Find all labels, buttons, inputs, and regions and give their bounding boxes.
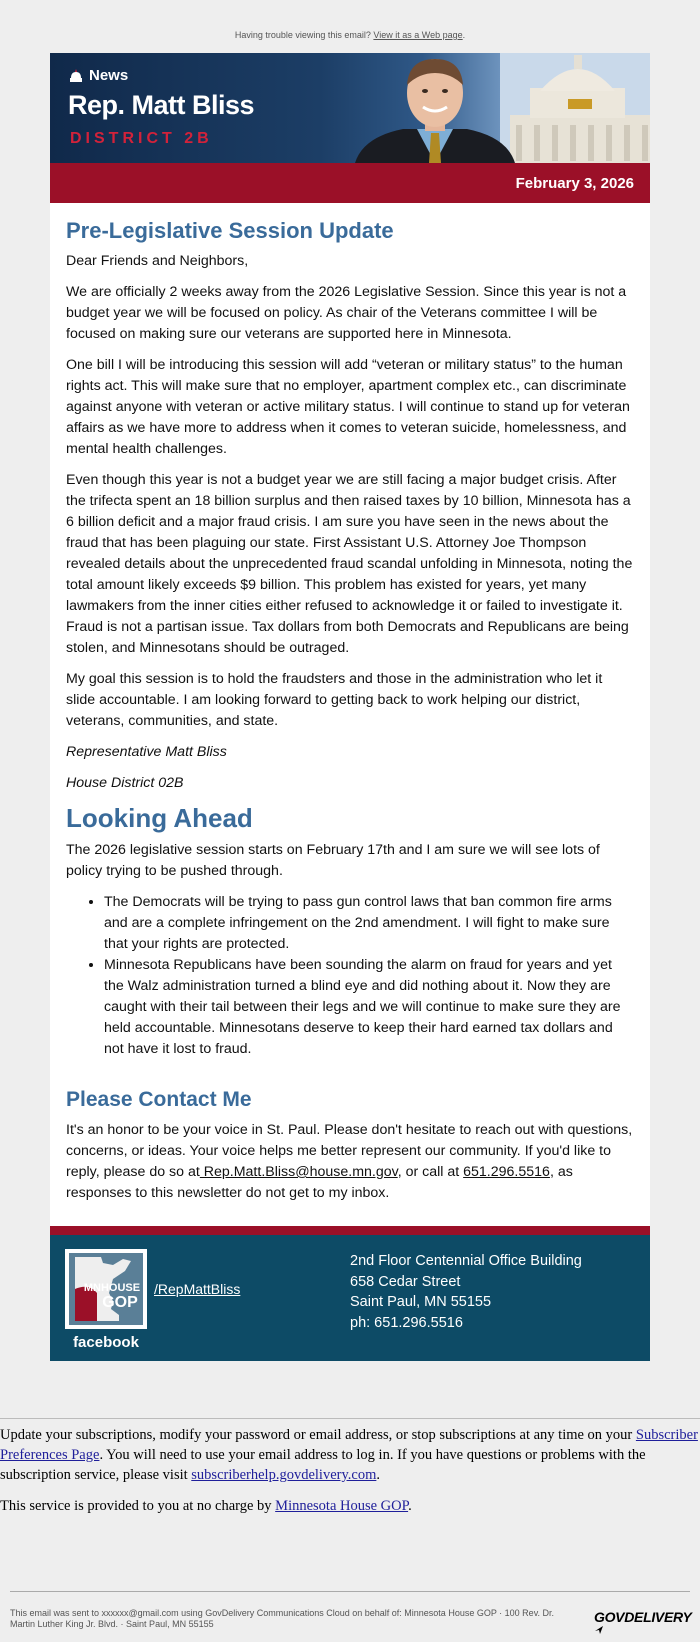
- header-banner: [50, 53, 650, 163]
- rep-name: Rep. Matt Bliss: [68, 90, 255, 120]
- preheader: [0, 30, 700, 40]
- logo-gop-text: GOP: [102, 1294, 138, 1311]
- update-paragraph-2: One bill I will be introducing this session will add “veteran or military status” to the human rights act. This will make sure that no employer, apartment complex etc., can discriminate against anyone with veteran or active military status. I will continue to stand up for veteran affairs as we have more to address when it comes to veteran suicide, homelessness, and mental health challenges.: [66, 357, 630, 457]
- contact-text-1: It's an honor to be your voice in St. Paul. Please don't hesitate to reach out with questions, concerns, or ideas. Your voice helps me better represent our community. If you'd like to reply, please do so at: [66, 1122, 633, 1180]
- footer: [50, 1235, 650, 1361]
- newsletter: [50, 53, 650, 1361]
- facebook-link-tile[interactable]: [65, 1249, 147, 1351]
- contact-heading: Please Contact Me: [66, 1088, 252, 1111]
- greeting: Dear Friends and Neighbors,: [66, 253, 249, 269]
- phone-link[interactable]: 651.296.5516: [463, 1164, 550, 1180]
- subscription-text-1: Update your subscriptions, modify your password or email address, or stop subscriptions at any time on your: [0, 1427, 636, 1443]
- preheader-end: .: [462, 30, 466, 40]
- subscriber-preferences-link[interactable]: Subscriber Preferences Page: [0, 1427, 698, 1463]
- update-paragraph-3: Even though this year is not a budget year we are still facing a major budget crisis. After the trifecta spent an 18 billion surplus and then raised taxes by 10 billion, Minnesota has a 6 billion deficit and a major fraud crisis. I am sure you have seen in the news about the fraud that has been plaguing our state. First Assistant U.S. Attorney Joe Thompson revealed details about the unprecedented fraud scandal unfolding in Minnesota, noting the total amount likely exceeds $9 billion. This problem has existed for years, yet many lawmakers from the inner cities either refused to acknowledge it or failed to investigate it. Fraud is not a partisan issue. Tax dollars from both Democrats and Republicans are being stolen, and Minnesotans should be outraged.: [66, 472, 633, 656]
- facebook-handle-link[interactable]: /RepMattBliss: [154, 1281, 241, 1297]
- list-item: • Minnesota Republicans have been sounding the alarm on fraud for years and yet the Walz administration turned a blind eye and did nothing about it. Now they are caught with their tail between their legs and we will continue to make sure they are held accountable. Minnesotans deserve to keep their hard earned tax dollars and not have it lost to fraud.: [104, 955, 634, 1060]
- subscription-text-3: .: [376, 1467, 380, 1483]
- contact-paragraph: [66, 1120, 634, 1204]
- issue-date: February 3, 2026: [515, 175, 634, 192]
- facebook-label: facebook: [73, 1334, 139, 1351]
- subscription-text-2: . You will need to use your email address to log in. If you have questions or problems with the subscription service, please visit: [0, 1447, 646, 1483]
- bottom-divider: [10, 1591, 690, 1592]
- address-phone: ph: 651.296.5516: [350, 1314, 463, 1331]
- service-text-end: .: [408, 1498, 412, 1514]
- subscriber-help-link[interactable]: subscriberhelp.govdelivery.com: [191, 1467, 377, 1483]
- list-item: • The Democrats will be trying to pass gun control laws that ban common fire arms and are a complete infringement on the 2nd amendment. I will fight to make sure that your rights are protected.: [104, 892, 634, 955]
- govdelivery-logo-text: GOVDELIVERY: [594, 1609, 692, 1625]
- looking-ahead-heading: Looking Ahead: [66, 803, 253, 833]
- signature-name: Representative Matt Bliss: [66, 744, 227, 760]
- govdelivery-swoosh-icon: [594, 1625, 604, 1635]
- sent-by-notice: This email was sent to xxxxxx@gmail.com using GovDelivery Communications Cloud on behalf of: Minnesota House GOP · 100 Rev. Dr. Martin Luther King Jr. Blvd. · Saint Paul, MN 55155: [10, 1608, 555, 1629]
- date-band: [50, 163, 650, 203]
- web-version-link[interactable]: View it as a Web page: [373, 30, 463, 40]
- district-label: DISTRICT 2B: [70, 130, 213, 147]
- address-line: 658 Cedar Street: [350, 1273, 461, 1290]
- address-line: 2nd Floor Centennial Office Building: [350, 1253, 582, 1269]
- mn-house-gop-logo-icon: [65, 1249, 147, 1351]
- subscription-divider: [0, 1418, 700, 1419]
- looking-ahead-list: [66, 892, 634, 1060]
- address-line: Saint Paul, MN 55155: [350, 1294, 492, 1310]
- office-address: [350, 1251, 582, 1333]
- news-label: [68, 67, 128, 84]
- logo-mnhouse-text: MNHOUSE: [83, 1282, 141, 1294]
- news-text: News: [89, 67, 129, 84]
- capitol-dome-icon: [68, 68, 84, 84]
- update-paragraph-4: My goal this session is to hold the fraudsters and those in the administration who let it slide accountable. I am looking forward to getting back to work helping our district, veterans, communities, and state.: [66, 671, 603, 729]
- body-content: [50, 203, 650, 1204]
- update-paragraph-1: We are officially 2 weeks away from the 2026 Legislative Session. Since this year is not a budget year we will be focused on policy. As chair of the Veterans committee I will be focused on making sure our veterans are supported here in Minnesota.: [66, 284, 627, 342]
- looking-ahead-intro: The 2026 legislative session starts on February 17th and I am sure we will see lots of policy trying to be pushed through.: [66, 842, 600, 879]
- email-link[interactable]: Rep.Matt.Bliss@house.mn.gov: [199, 1164, 398, 1180]
- contact-text-3: , as responses to this newsletter do not get to my inbox.: [66, 1164, 573, 1201]
- govdelivery-logo[interactable]: [594, 1609, 700, 1641]
- preheader-text: Having trouble viewing this email?: [234, 30, 374, 40]
- mn-house-gop-link[interactable]: Minnesota House GOP: [275, 1498, 409, 1514]
- footer-divider: [50, 1226, 650, 1235]
- service-text: This service is provided to you at no charge by: [0, 1498, 276, 1514]
- subscription-notice: [0, 1425, 700, 1527]
- subscription-paragraph: [0, 1425, 700, 1485]
- service-provided-paragraph: [0, 1496, 700, 1516]
- rep-portrait-image: [345, 53, 525, 163]
- contact-text-2: , or call at: [397, 1164, 464, 1180]
- signature-district: House District 02B: [66, 775, 184, 791]
- update-heading: Pre-Legislative Session Update: [66, 218, 394, 243]
